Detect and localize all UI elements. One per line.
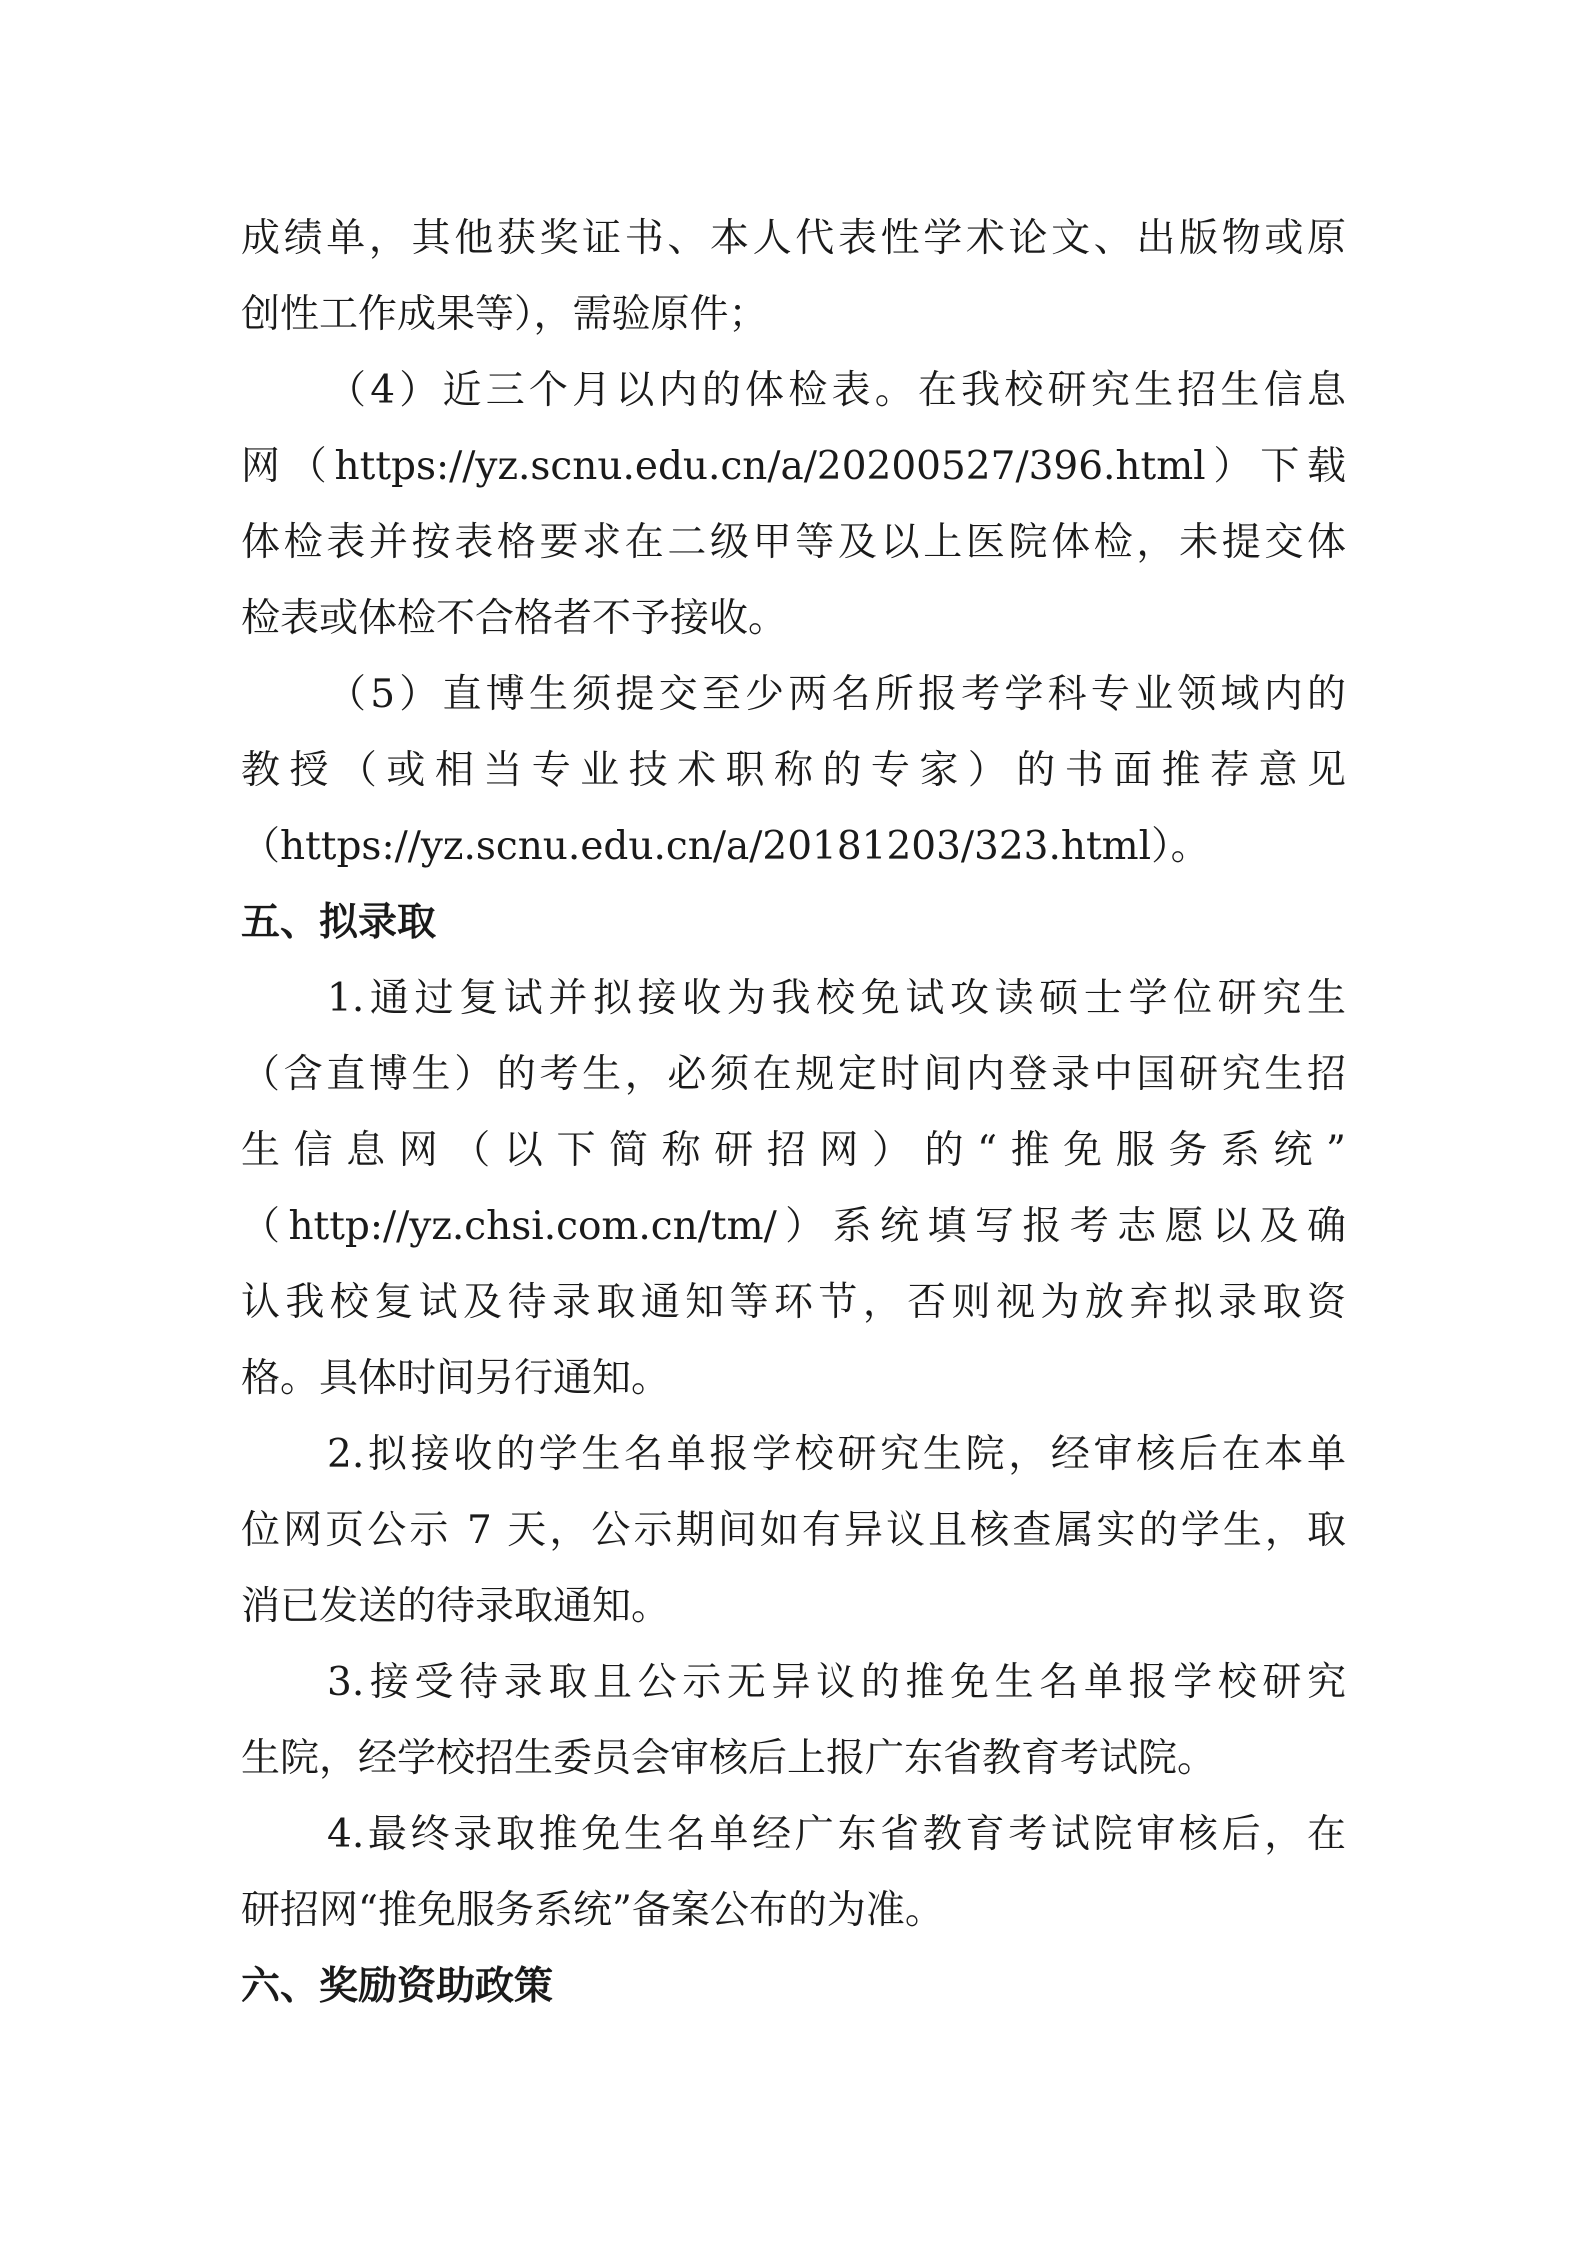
paragraph-line: 网（https://yz.scnu.edu.cn/a/20200527/396.html）下载 bbox=[241, 444, 1346, 489]
paragraph-line: （5）直博生须提交至少两名所报考学科专业领域内的 bbox=[327, 672, 1346, 717]
paragraph-line: 格。具体时间另行通知。 bbox=[241, 1356, 671, 1401]
paragraph-line: 1.通过复试并拟接收为我校免试攻读硕士学位研究生 bbox=[327, 976, 1346, 1021]
paragraph-line: （https://yz.scnu.edu.cn/a/20181203/323.html）。 bbox=[241, 824, 1210, 869]
paragraph-line: 创性工作成果等），需验原件； bbox=[241, 292, 768, 337]
paragraph-line: 生信息网（以下简称研招网）的“推免服务系统” bbox=[241, 1128, 1346, 1173]
paragraph-line: 3.接受待录取且公示无异议的推免生名单报学校研究 bbox=[327, 1660, 1346, 1705]
paragraph-line: 检表或体检不合格者不予接收。 bbox=[241, 596, 788, 641]
paragraph-line: 体检表并按表格要求在二级甲等及以上医院体检，未提交体 bbox=[241, 520, 1346, 565]
paragraph-line: 生院，经学校招生委员会审核后上报广东省教育考试院。 bbox=[241, 1736, 1217, 1781]
paragraph-line: 研招网“推免服务系统”备案公布的为准。 bbox=[241, 1888, 944, 1933]
paragraph-line: （http://yz.chsi.com.cn/tm/）系统填写报考志愿以及确 bbox=[241, 1204, 1346, 1249]
paragraph-line: （4）近三个月以内的体检表。在我校研究生招生信息 bbox=[327, 368, 1346, 413]
paragraph-line: 成绩单，其他获奖证书、本人代表性学术论文、出版物或原 bbox=[241, 216, 1346, 261]
paragraph-line: （含直博生）的考生，必须在规定时间内登录中国研究生招 bbox=[241, 1052, 1346, 1097]
paragraph-line: 教授（或相当专业技术职称的专家）的书面推荐意见 bbox=[241, 748, 1346, 793]
section-heading: 五、拟录取 bbox=[241, 900, 437, 945]
paragraph-line: 位网页公示 7 天，公示期间如有异议且核查属实的学生，取 bbox=[241, 1508, 1346, 1553]
paragraph-line: 消已发送的待录取通知。 bbox=[241, 1584, 671, 1629]
paragraph-line: 4.最终录取推免生名单经广东省教育考试院审核后，在 bbox=[327, 1812, 1346, 1857]
paragraph-line: 2.拟接收的学生名单报学校研究生院，经审核后在本单 bbox=[327, 1432, 1346, 1477]
section-heading: 六、奖励资助政策 bbox=[241, 1964, 554, 2009]
paragraph-line: 认我校复试及待录取通知等环节，否则视为放弃拟录取资 bbox=[241, 1280, 1346, 1325]
